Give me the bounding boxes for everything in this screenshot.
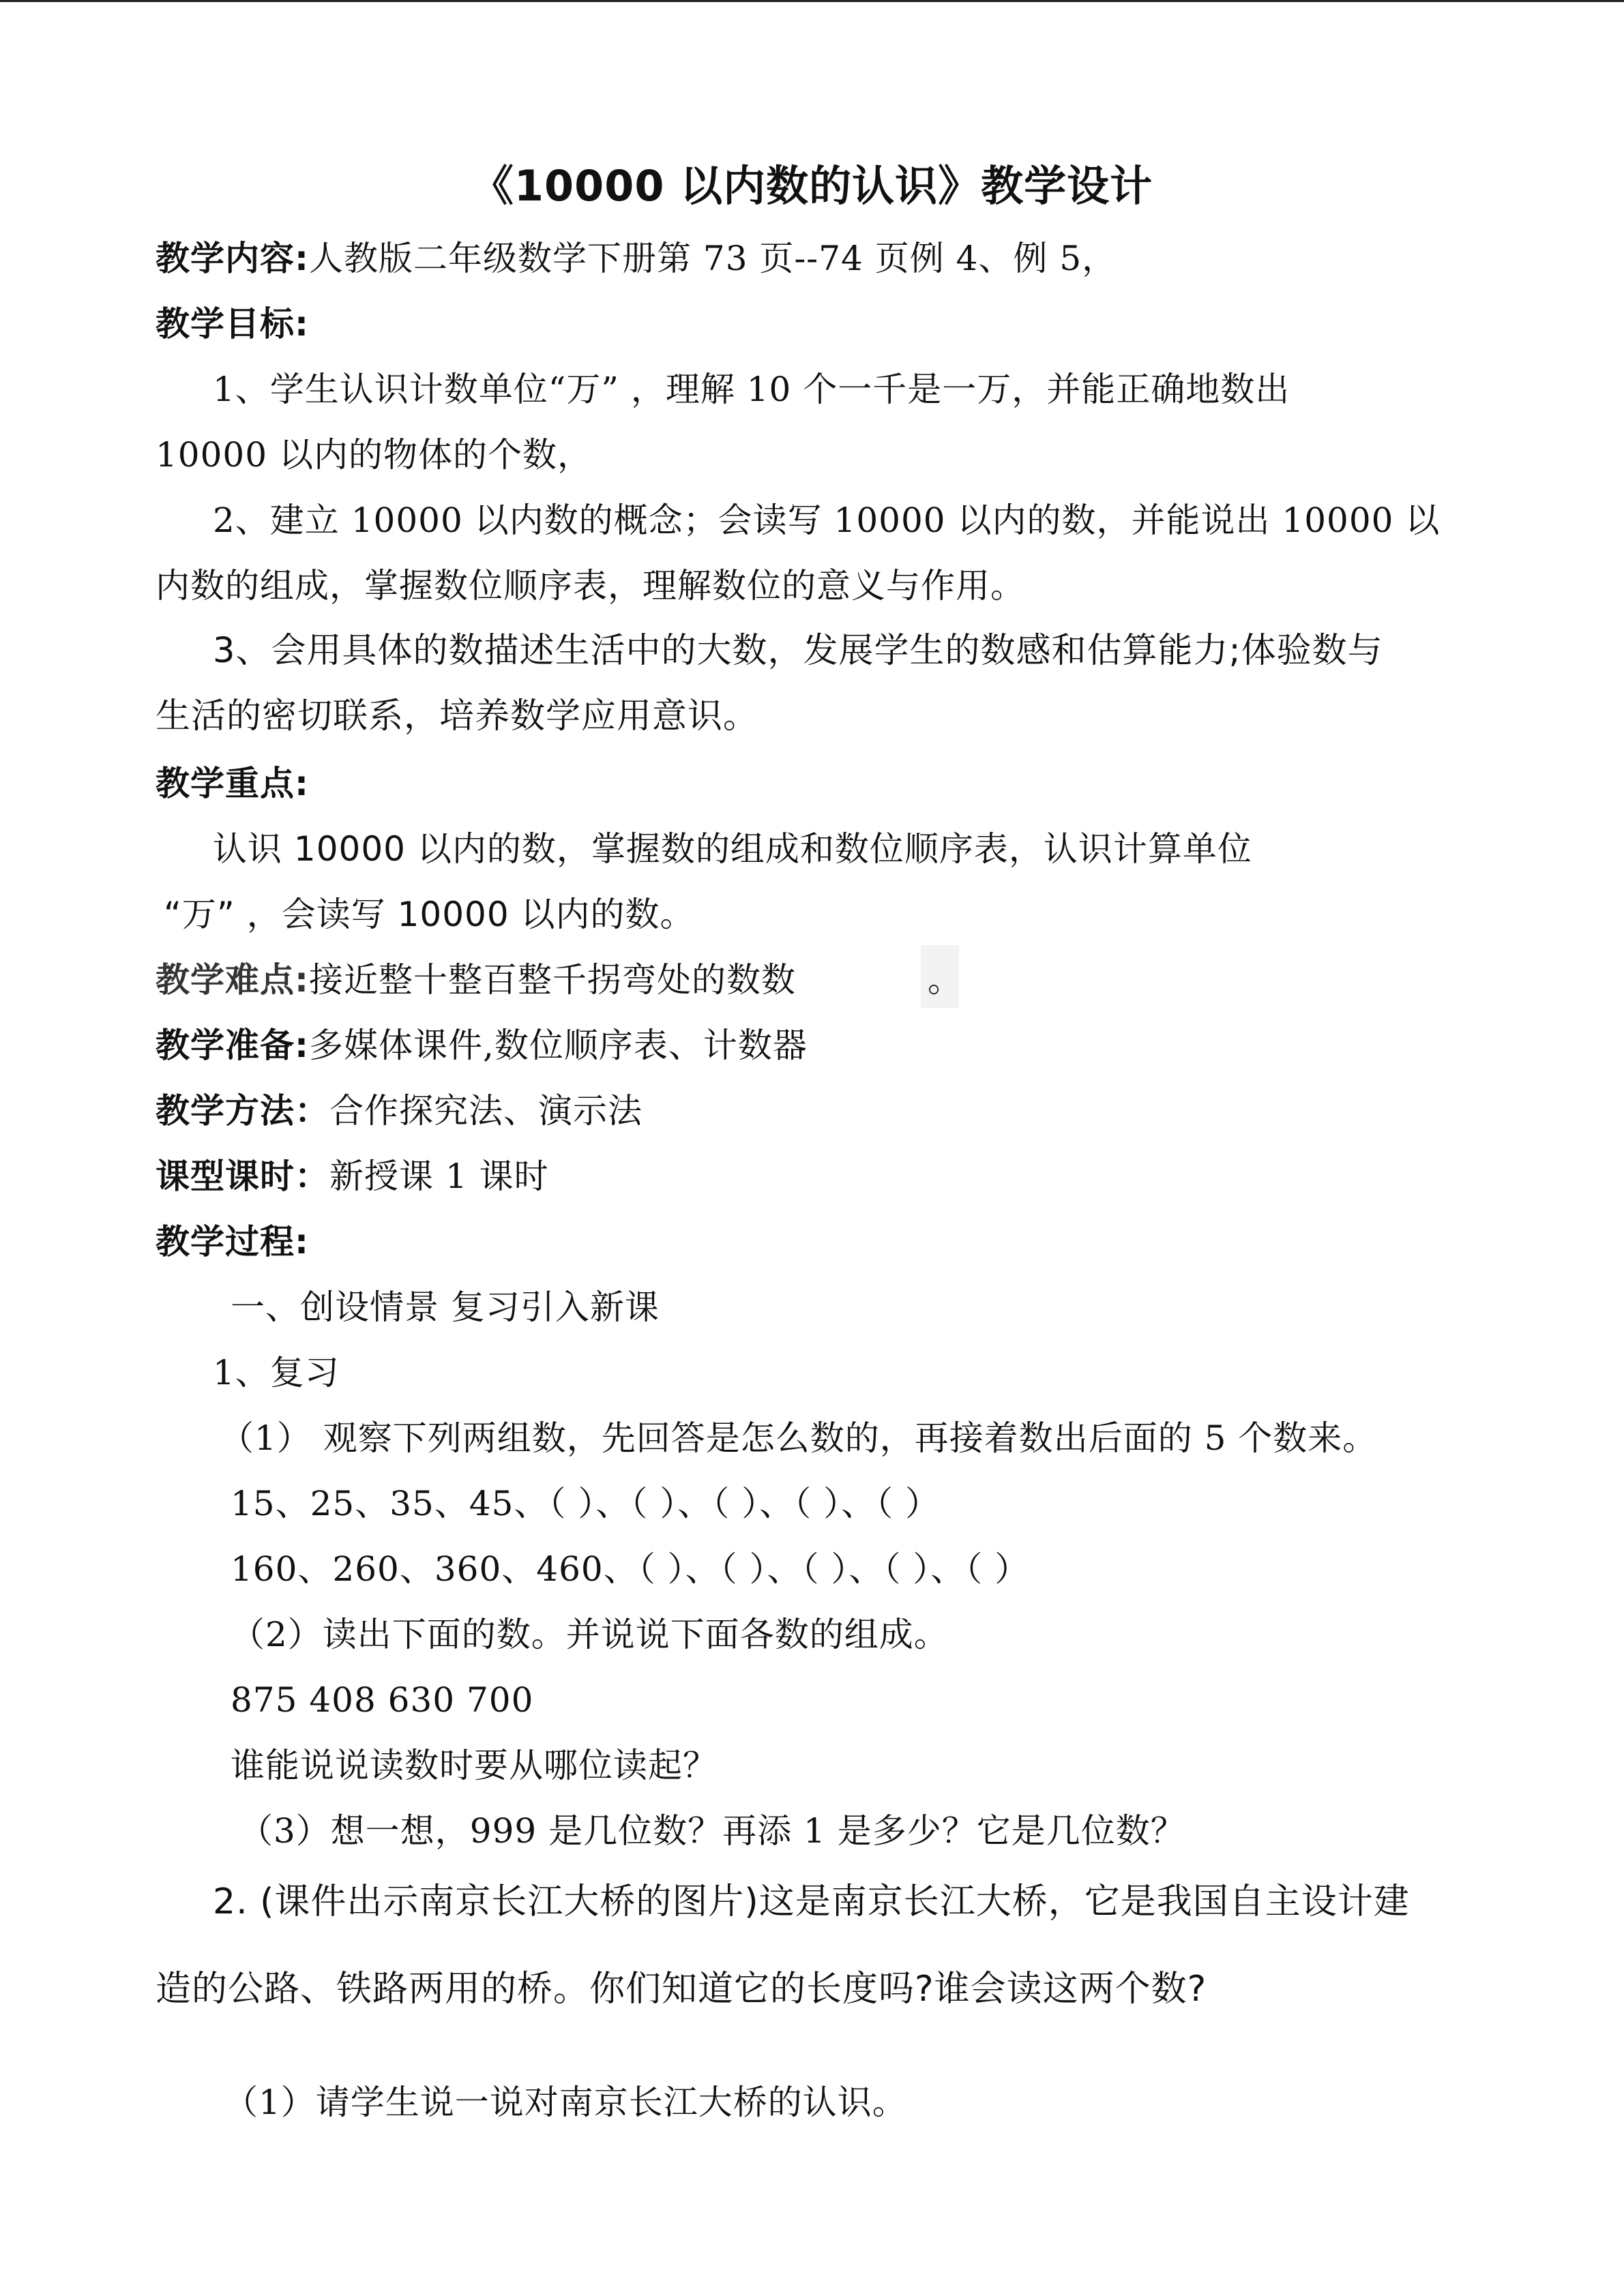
lesson-type-row [156, 1154, 549, 1199]
process-part2-q1: （1）请学生说一说对南京长江大桥的认识。 [224, 2083, 907, 2122]
lesson-type-label: 课型课时： [156, 1157, 329, 1196]
objective-1-line-1: 1、学生认识计数单位“万” ，理解 10 个一千是一万，并能正确地数出 [213, 370, 1290, 409]
key-points-line-1: 认识 10000 以内的数，掌握数的组成和数位顺序表，认识计算单位 [213, 829, 1252, 869]
objective-2-line-2: 内数的组成，掌握数位顺序表，理解数位的意义与作用。 [156, 566, 1025, 606]
process-q2-followup: 谁能说说读数时要从哪位读起？ [231, 1746, 718, 1785]
process-seq-1: 15、25、35、45、（ ）、（ ）、（ ）、（ ）、（ ） [231, 1484, 940, 1523]
method-row [156, 1088, 643, 1133]
process-q3: （3）想一想，999 是几位数？再添 1 是多少？它是几位数？ [239, 1811, 1185, 1851]
process-numbers: 875 408 630 700 [231, 1680, 534, 1720]
process-review: 1、复习 [213, 1353, 340, 1392]
objective-1-line-2: 10000 以内的物体的个数， [156, 435, 592, 475]
objective-3-line-2: 生活的密切联系，培养数学应用意识。 [156, 696, 759, 736]
method-text: 合作探究法、演示法 [329, 1091, 643, 1131]
process-section-1: 一、创设情景 复习引入新课 [231, 1287, 660, 1327]
process-q1: （1） 观察下列两组数，先回答是怎么数的，再接着数出后面的 5 个数来。 [220, 1418, 1378, 1458]
preparation-label: 教学准备: [156, 1026, 309, 1065]
key-points-line-2: “万” ，会读写 10000 以内的数。 [164, 895, 695, 934]
process-part2-line-1: 2. (课件出示南京长江大桥的图片)这是南京长江大桥，它是我国自主设计建 [213, 1881, 1410, 1922]
content-text: 人教版二年级数学下册第 73 页--74 页例 4、例 5， [309, 239, 1117, 278]
process-part2-line-2: 造的公路、铁路两用的桥。你们知道它的长度吗?谁会读这两个数? [156, 1969, 1207, 2010]
page-title: 《10000 以内数的认识》教学设计 [471, 161, 1153, 211]
process-label: 教学过程: [156, 1222, 309, 1262]
content-label: 教学内容: [156, 239, 309, 278]
objective-3-line-1: 3、会用具体的数描述生活中的大数，发展学生的数感和估算能力;体验数与 [213, 631, 1383, 671]
difficulty-end: 。 [928, 960, 962, 1000]
difficulty-label: 教学难点: [156, 960, 309, 1000]
process-q2: （2）读出下面的数。并说说下面各数的组成。 [231, 1615, 949, 1654]
preparation-row [156, 1023, 808, 1068]
preparation-text: 多媒体课件,数位顺序表、计数器 [309, 1026, 808, 1065]
key-points-label: 教学重点: [156, 764, 309, 803]
page-top-border [0, 0, 1624, 2]
difficulty-text: 接近整十整百整千拐弯处的数数 [309, 960, 796, 1000]
objectives-label: 教学目标: [156, 304, 309, 344]
process-seq-2: 160、260、360、460、（ ）、（ ）、（ ）、（ ）、（ ） [231, 1549, 1030, 1589]
method-label: 教学方法： [156, 1091, 329, 1131]
objective-2-line-1: 2、建立 10000 以内数的概念；会读写 10000 以内的数，并能说出 10000 以 [213, 501, 1441, 540]
content-row [156, 236, 1117, 281]
lesson-type-text: 新授课 1 课时 [329, 1157, 549, 1196]
difficulty-row [156, 957, 796, 1002]
